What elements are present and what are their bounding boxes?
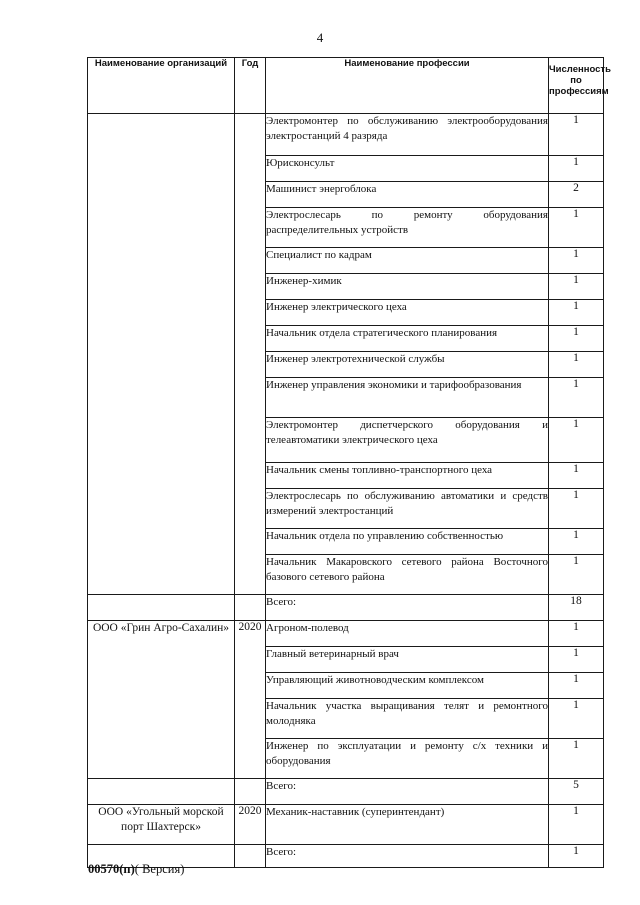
table-header-row [88, 58, 604, 114]
document-version: ( Версия) [134, 862, 185, 876]
total-empty-org-cell [88, 779, 235, 805]
year-cell [235, 114, 266, 595]
profession-cell: Начальник отдела стратегического планирования [266, 326, 549, 352]
count-cell: 1 [549, 156, 604, 182]
profession-cell: Инженер электрического цеха [266, 300, 549, 326]
total-label: Всего: [266, 779, 549, 805]
profession-cell: Электрослесарь по обслуживанию автоматики и средств измерений электростанций [266, 489, 549, 529]
header-profession: Наименование профессии [266, 58, 549, 114]
count-cell: 1 [549, 739, 604, 779]
count-cell: 1 [549, 673, 604, 699]
total-label: Всего: [266, 595, 549, 621]
count-cell: 1 [549, 378, 604, 418]
page-number: 4 [316, 30, 324, 45]
count-cell: 2 [549, 182, 604, 208]
header-year: Год [235, 58, 266, 114]
year-cell: 2020 [235, 805, 266, 845]
organization-cell: ООО «Угольный морской порт Шахтерск» [88, 805, 235, 845]
count-cell: 1 [549, 621, 604, 647]
profession-cell: Главный ветеринарный врач [266, 647, 549, 673]
total-empty-year-cell [235, 779, 266, 805]
count-cell: 1 [549, 274, 604, 300]
profession-cell: Инженер управления экономики и тарифообразования [266, 378, 549, 418]
total-empty-year-cell [235, 845, 266, 868]
count-cell: 1 [549, 699, 604, 739]
count-cell: 1 [549, 489, 604, 529]
table-body [88, 114, 604, 868]
count-cell: 1 [549, 555, 604, 595]
header-count: Численность по профессиям [549, 58, 604, 114]
organization-cell [88, 114, 235, 595]
profession-cell: Инженер по эксплуатации и ремонту с/х техники и оборудования [266, 739, 549, 779]
count-cell: 1 [549, 463, 604, 489]
total-value: 5 [549, 779, 604, 805]
count-cell: 1 [549, 529, 604, 555]
count-cell: 1 [549, 805, 604, 845]
total-empty-year-cell [235, 595, 266, 621]
organization-cell: ООО «Грин Агро-Сахалин» [88, 621, 235, 779]
count-cell: 1 [549, 647, 604, 673]
profession-cell: Электромонтер диспетчерского оборудования и телеавтоматики электрического цеха [266, 418, 549, 463]
profession-cell: Начальник смены топливно-транспортного цеха [266, 463, 549, 489]
profession-cell: Начальник участка выращивания телят и ремонтного молодняка [266, 699, 549, 739]
table-row [88, 805, 604, 845]
count-cell: 1 [549, 352, 604, 378]
total-row [88, 779, 604, 805]
count-cell: 1 [549, 326, 604, 352]
document-code: 00570(п) [88, 862, 135, 876]
profession-cell: Механик-наставник (суперинтендант) [266, 805, 549, 845]
profession-cell: Начальник Макаровского сетевого района Восточного базового сетевого района [266, 555, 549, 595]
count-cell: 1 [549, 248, 604, 274]
total-value: 1 [549, 845, 604, 868]
profession-cell: Юрисконсульт [266, 156, 549, 182]
document-footer [88, 862, 184, 877]
professions-table [87, 57, 611, 868]
count-cell: 1 [549, 300, 604, 326]
year-cell: 2020 [235, 621, 266, 779]
profession-cell: Инженер электротехнической службы [266, 352, 549, 378]
profession-cell: Агроном-полевод [266, 621, 549, 647]
total-value: 18 [549, 595, 604, 621]
profession-cell: Электромонтер по обслуживанию электрооборудования электростанций 4 разряда [266, 114, 549, 156]
profession-cell: Управляющий животноводческим комплексом [266, 673, 549, 699]
count-cell: 1 [549, 208, 604, 248]
profession-cell: Инженер-химик [266, 274, 549, 300]
count-cell: 1 [549, 114, 604, 156]
total-label: Всего: [266, 845, 549, 868]
total-row [88, 595, 604, 621]
header-organization: Наименование организаций [88, 58, 235, 114]
table-row [88, 621, 604, 647]
profession-cell: Электрослесарь по ремонту оборудования распределительных устройств [266, 208, 549, 248]
profession-cell: Машинист энергоблока [266, 182, 549, 208]
count-cell: 1 [549, 418, 604, 463]
table-row [88, 114, 604, 156]
total-empty-org-cell [88, 595, 235, 621]
profession-cell: Начальник отдела по управлению собственностью [266, 529, 549, 555]
profession-cell: Специалист по кадрам [266, 248, 549, 274]
